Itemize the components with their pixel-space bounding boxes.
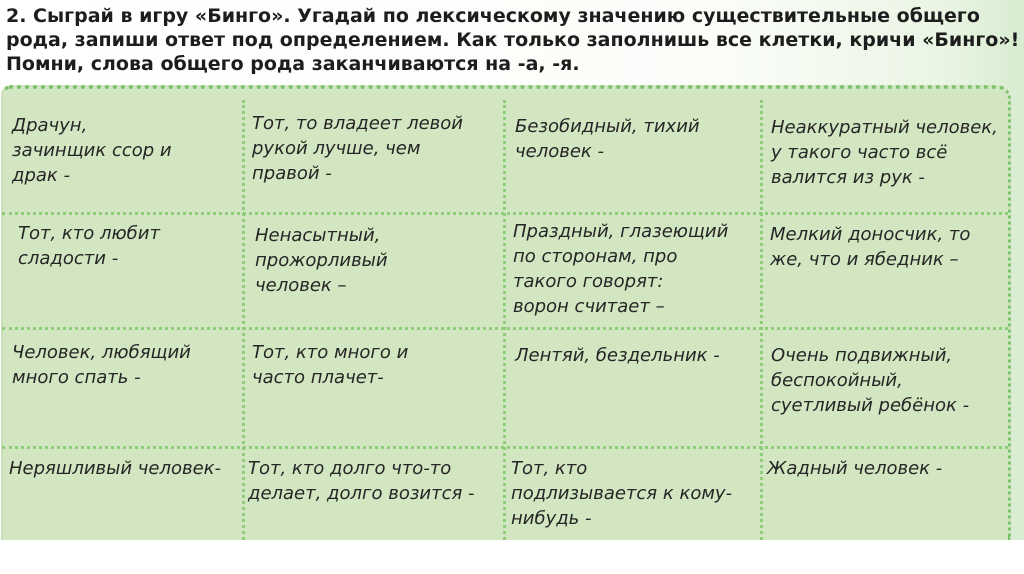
- bingo-cell-4-2[interactable]: [248, 456, 475, 506]
- cell-line: много спать -: [12, 367, 141, 388]
- cell-line: Праздный, глазеющий: [513, 221, 729, 242]
- grid-divider-vertical: [503, 100, 506, 540]
- bingo-cell-3-3[interactable]: [515, 343, 720, 368]
- cell-line: беспокойный,: [771, 370, 903, 391]
- bingo-cell-2-3[interactable]: [513, 219, 728, 319]
- bottom-margin: [0, 540, 1024, 574]
- cell-line: ворон считает –: [513, 296, 665, 317]
- cell-line: правой -: [252, 163, 332, 184]
- cell-line: прожорливый: [255, 250, 388, 271]
- bingo-cell-1-4[interactable]: [771, 115, 998, 190]
- bingo-cell-3-4[interactable]: [771, 343, 969, 418]
- bingo-cell-1-3[interactable]: [515, 114, 700, 164]
- cell-line: валится из рук -: [771, 167, 925, 188]
- bingo-cell-1-1[interactable]: [12, 113, 172, 188]
- cell-line: рукой лучше, чем: [252, 138, 421, 159]
- cell-line: Тот, кто: [511, 458, 588, 479]
- cell-line: Безобидный, тихий: [515, 116, 700, 137]
- bingo-cell-3-1[interactable]: [12, 340, 191, 390]
- grid-divider-vertical: [242, 100, 245, 540]
- cell-line: по сторонам, про: [513, 246, 678, 267]
- cell-line: зачинщик ссор и: [12, 140, 172, 161]
- cell-line: у такого часто всё: [771, 142, 948, 163]
- bingo-cell-4-4[interactable]: [767, 456, 942, 481]
- bingo-cell-2-4[interactable]: [770, 222, 970, 272]
- cell-line: часто плачет-: [252, 367, 384, 388]
- cell-line: Неряшливый человек-: [9, 458, 222, 479]
- cell-line: Жадный человек -: [767, 458, 943, 479]
- cell-line: человек -: [515, 141, 604, 162]
- cell-line: драк -: [12, 165, 70, 186]
- grid-divider-vertical: [760, 100, 763, 540]
- grid-divider-horizontal: [2, 327, 1008, 330]
- cell-line: Мелкий доносчик, то: [770, 224, 971, 245]
- task-title-line: 2. Сыграй в игру «Бинго». Угадай по лексическому значению существительные общего: [6, 5, 980, 27]
- cell-line: сладости -: [18, 248, 119, 269]
- bingo-cell-2-1[interactable]: [18, 221, 160, 271]
- cell-line: суетливый ребёнок -: [771, 395, 970, 416]
- bingo-cell-3-2[interactable]: [252, 340, 408, 390]
- bingo-cell-1-2[interactable]: [252, 111, 463, 186]
- cell-line: Человек, любящий: [12, 342, 191, 363]
- cell-line: же, что и ябедник –: [770, 249, 959, 270]
- cell-line: Тот, кто любит: [18, 223, 160, 244]
- cell-line: Лентяй, бездельник -: [515, 345, 720, 366]
- cell-line: Неаккуратный человек,: [771, 117, 998, 138]
- grid-divider-horizontal: [2, 212, 1008, 215]
- cell-line: человек –: [255, 275, 347, 296]
- cell-line: такого говорят:: [513, 271, 664, 292]
- bingo-cell-2-2[interactable]: [255, 223, 388, 298]
- cell-line: Ненасытный,: [255, 225, 381, 246]
- cell-line: Очень подвижный,: [771, 345, 953, 366]
- task-title-line: рода, запиши ответ под определением. Как только заполнишь все клетки, кричи «Бинго»!: [6, 29, 1020, 51]
- cell-line: Тот, то владеет левой: [252, 113, 463, 134]
- cell-line: Драчун,: [12, 115, 88, 136]
- task-title: [6, 4, 1020, 76]
- grid-divider-horizontal: [2, 446, 1008, 449]
- task-title-line: Помни, слова общего рода заканчиваются на -а, -я.: [6, 53, 580, 75]
- cell-line: Тот, кто много и: [252, 342, 409, 363]
- cell-line: нибудь -: [511, 508, 592, 529]
- cell-line: Тот, кто долго что-то: [248, 458, 452, 479]
- cell-line: делает, долго возится -: [248, 483, 475, 504]
- bingo-cell-4-1[interactable]: [9, 456, 221, 481]
- cell-line: подлизывается к кому-: [511, 483, 733, 504]
- bingo-cell-4-3[interactable]: [511, 456, 732, 531]
